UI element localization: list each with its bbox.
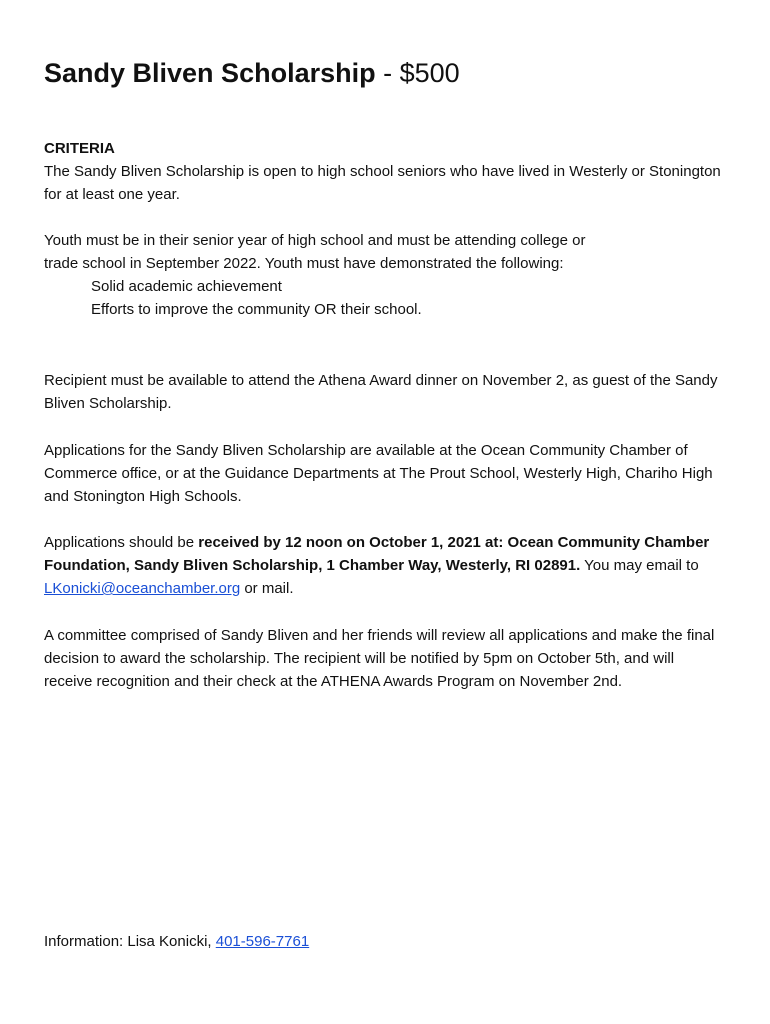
criteria-text: The Sandy Bliven Scholarship is open to high school seniors who have lived in Westerly or Stonington for at least one year. — [44, 163, 721, 203]
committee-text: A committee comprised of Sandy Bliven and her friends will review all applications and make the final decision to award the scholarship. The recipient will be notified by 5pm on October 5th, and will receive recognition and their check at the ATHENA Awards Program on November 2nd. — [44, 627, 715, 690]
information-label: Information: Lisa Konicki, — [44, 933, 216, 950]
youth-line-1: Youth must be in their senior year of high school and must be attending college or — [44, 232, 586, 249]
phone-link[interactable]: 401-596-7761 — [215, 933, 310, 950]
recipient-paragraph — [44, 369, 724, 415]
submission-paragraph — [44, 531, 724, 600]
submission-suffix: or mail. — [240, 580, 294, 597]
information-line — [44, 930, 309, 953]
page-title — [44, 56, 460, 90]
criteria-heading: CRITERIA — [44, 140, 115, 157]
criteria-section — [44, 137, 724, 206]
youth-requirements-section — [44, 229, 724, 321]
applications-available-paragraph — [44, 439, 724, 508]
committee-paragraph — [44, 624, 724, 693]
title-separator: - — [375, 58, 400, 88]
applications-available-text: Applications for the Sandy Bliven Scholarship are available at the Ocean Community Chamber of Commerce office, or at the Guidance Departments at The Prout School, Westerly High, Chariho High and Stonington High Schools. — [44, 442, 713, 505]
title-name: Sandy Bliven Scholarship — [44, 58, 376, 88]
submission-deadline-address: received by 12 noon on October 1, 2021 at: Ocean Community Chamber Foundation, Sandy Bliven Scholarship, 1 Chamber Way, Westerly, RI 02891. — [44, 534, 710, 574]
requirement-item: Solid academic achievement — [91, 278, 282, 295]
submission-prefix: Applications should be — [44, 534, 199, 551]
email-link[interactable]: LKonicki@oceanchamber.org — [44, 580, 241, 597]
requirement-item: Efforts to improve the community OR their school. — [91, 301, 422, 318]
submission-middle: You may email to — [580, 557, 699, 574]
recipient-text: Recipient must be available to attend the Athena Award dinner on November 2, as guest of the Sandy Bliven Scholarship. — [44, 372, 718, 412]
youth-line-2: trade school in September 2022. Youth must have demonstrated the following: — [44, 255, 564, 272]
title-amount: $500 — [399, 58, 460, 88]
